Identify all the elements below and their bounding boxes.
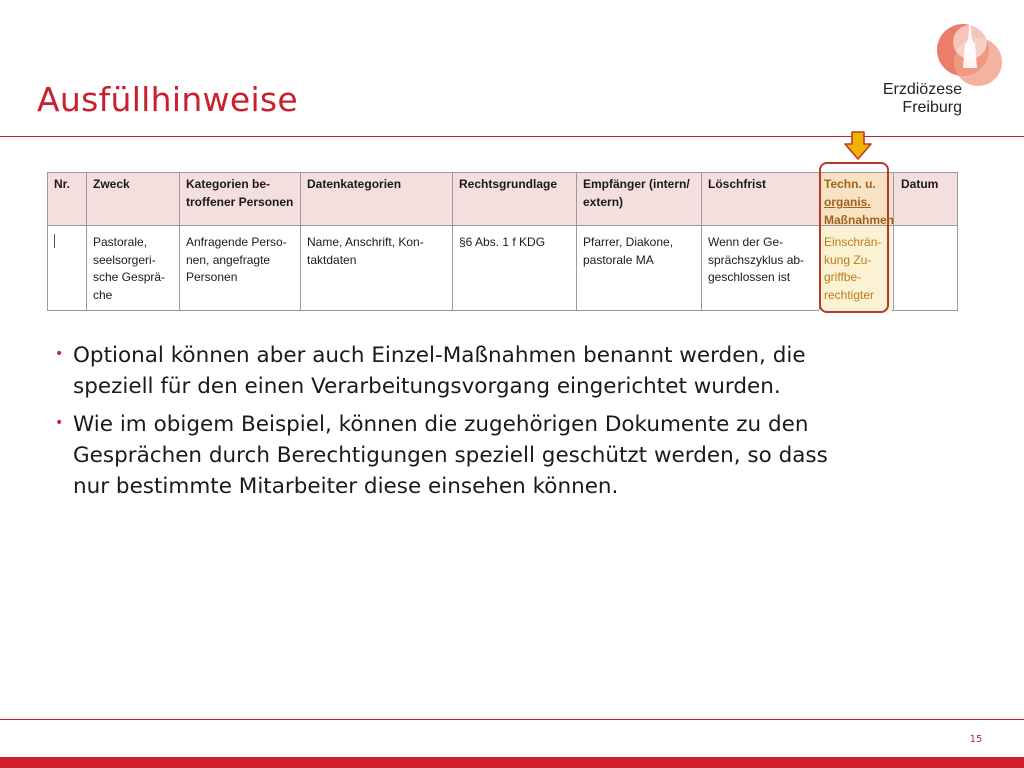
header-tom-line: Maßnahmen [824, 213, 895, 227]
page-number: 15 [969, 734, 983, 745]
cell-empfaenger [583, 234, 673, 269]
erzdioezese-logo [878, 15, 1008, 125]
cell-line: pastorale MA [583, 252, 654, 267]
bullet-list [55, 340, 975, 509]
cell-line: griffbe- [824, 270, 862, 284]
header-loeschfrist: Löschfrist [708, 177, 767, 191]
col-divider [701, 173, 702, 310]
cell-line: kung Zu- [824, 252, 872, 267]
header-datenkategorien: Datenkategorien [307, 177, 402, 191]
header-empfaenger-line: extern) [583, 195, 624, 209]
highlight-frame [819, 162, 889, 313]
header-kategorien-line: troffener Personen [186, 195, 294, 209]
col-divider [179, 173, 180, 310]
header-tom-line: organis. [824, 195, 871, 209]
cell-line: Pfarrer, Diakone, [583, 235, 674, 249]
col-divider [576, 173, 577, 310]
cell-zweck [93, 234, 165, 304]
col-divider [452, 173, 453, 310]
cell-line: Personen [186, 270, 238, 284]
bullet-line: Wie im obigem Beispiel, können die zugehörigen Dokumente zu den [73, 412, 809, 437]
cell-line: che [93, 287, 113, 302]
logo-circles-icon [933, 18, 1008, 90]
cell-line: nen, angefragte [186, 252, 271, 267]
logo-wordmark [878, 81, 962, 117]
cell-line: geschlossen ist [708, 270, 791, 284]
cell-line: Einschrän- [824, 235, 882, 249]
cell-line: sche Gesprä- [93, 270, 166, 284]
bullet-item [55, 409, 975, 502]
header-rechtsgrundlage: Rechtsgrundlage [459, 177, 558, 191]
cell-kategorien [186, 234, 287, 287]
cell-line: Wenn der Ge- [708, 235, 784, 249]
header-nr: Nr. [54, 177, 71, 191]
logo-line-2: Freiburg [902, 99, 962, 116]
cell-line: seelsorgeri- [93, 252, 156, 267]
cell-line: taktdaten [307, 252, 357, 267]
col-divider [300, 173, 301, 310]
header-empfaenger [583, 175, 690, 211]
cell-line: Name, Anschrift, Kon- [307, 235, 424, 249]
header-tom-line: Techn. u. [824, 177, 876, 191]
logo-line-1: Erzdiözese [882, 81, 962, 98]
highlight-arrow-icon [843, 131, 873, 161]
header-datum: Datum [901, 177, 939, 191]
footer-bar [0, 757, 1024, 768]
header-kategorien [186, 175, 293, 211]
bullet-line: Gesprächen durch Berechtigungen speziell geschützt werden, so dass [73, 443, 828, 468]
bullet-dot-icon: • [55, 346, 64, 362]
cell-line: Anfragende Perso- [186, 235, 287, 249]
bullet-dot-icon: • [55, 415, 64, 431]
cell-rechtsgrundlage: §6 Abs. 1 f KDG [459, 235, 546, 249]
cell-loeschfrist [708, 234, 804, 287]
cell-line: sprächszyklus ab- [708, 252, 805, 267]
bullet-line: nur bestimmte Mitarbeiter diese einsehen können. [73, 474, 619, 499]
text-cursor-mark [54, 234, 55, 248]
header-empfaenger-line: Empfänger (intern/ [583, 177, 690, 191]
slide-title: Ausfüllhinweise [37, 80, 299, 119]
bullet-line: Optional können aber auch Einzel-Maßnahmen benannt werden, die [73, 343, 806, 368]
bullet-item [55, 340, 975, 402]
cell-datenkategorien [307, 234, 424, 269]
footer-divider [0, 719, 1024, 720]
bullet-line: speziell für den einen Verarbeitungsvorgang eingerichtet wurden. [73, 374, 781, 399]
header-zweck: Zweck [93, 177, 130, 191]
header-kategorien-line: Kategorien be- [186, 177, 271, 191]
cell-line: rechtigter [824, 287, 875, 302]
col-divider [86, 173, 87, 310]
cell-line: Pastorale, [93, 235, 148, 249]
